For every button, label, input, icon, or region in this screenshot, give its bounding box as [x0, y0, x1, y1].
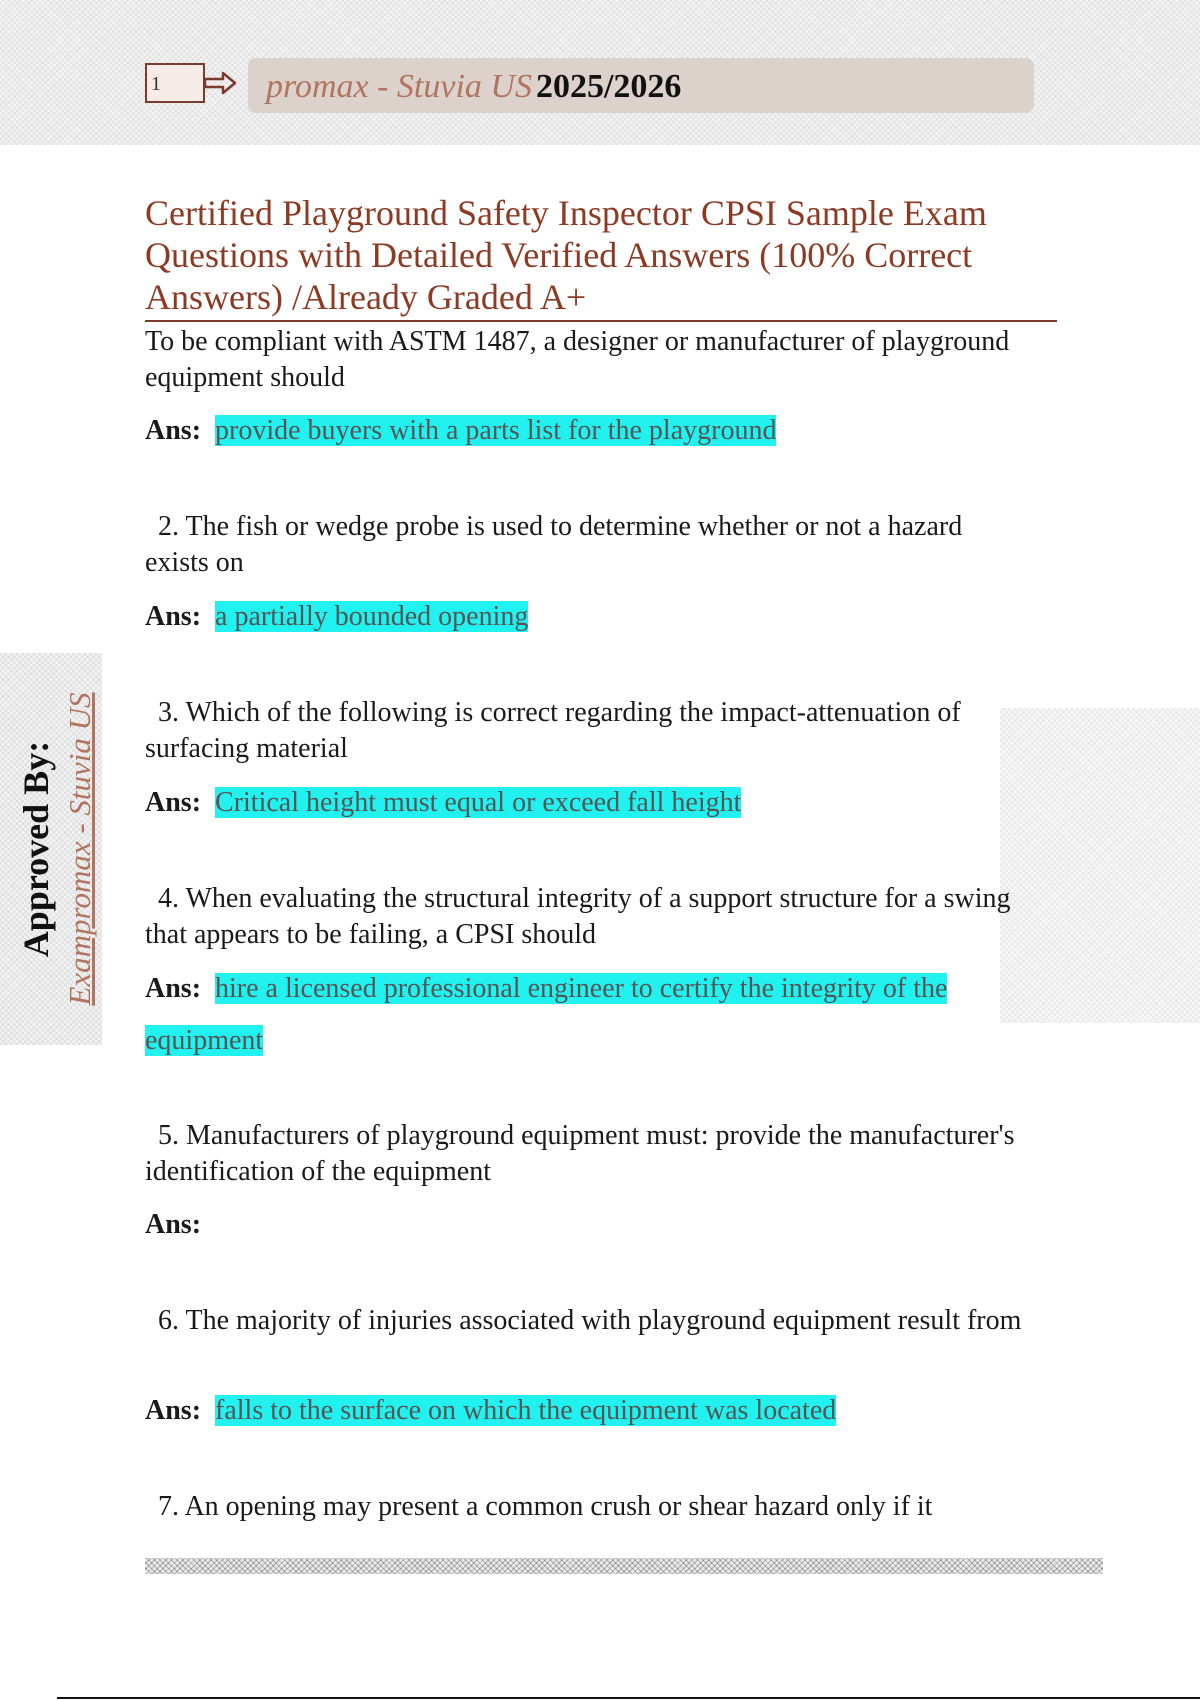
- question-text: 5. Manufacturers of playground equipment must: provide the manufacturer's identification of the equipment: [145, 1120, 1015, 1187]
- question-text: 7. An opening may present a common crush or shear hazard only if it: [158, 1491, 933, 1522]
- answer-label: Ans:: [145, 601, 202, 632]
- footer-rule: [57, 1697, 1200, 1699]
- answer-text: a partially bounded opening: [215, 601, 529, 632]
- header-brand: [266, 68, 681, 106]
- answer-text: hire a licensed professional engineer to certify the integrity of the equipment: [145, 973, 948, 1056]
- header-banner: [248, 58, 1034, 113]
- approval-brand: Exampromax - Stuvia US: [62, 692, 97, 1006]
- answer-label: Ans:: [145, 787, 202, 818]
- answer-text: falls to the surface on which the equipment was located: [215, 1395, 837, 1426]
- answer-label: Ans:: [145, 1395, 202, 1426]
- approved-by-label: Approved By:: [16, 740, 56, 958]
- background-texture: [1000, 708, 1200, 1023]
- arrow-right-icon: [203, 70, 237, 96]
- answer-row: [145, 591, 1025, 643]
- answer-text: provide buyers with a parts list for the playground: [215, 415, 777, 446]
- answer-text: Critical height must equal or exceed fall height: [215, 787, 742, 818]
- document-title: Certified Playground Safety Inspector CPSI Sample Exam Questions with Detailed Verified Answers (100% Correct Answers) /Already Graded A+: [145, 193, 987, 317]
- bottom-divider: [145, 1558, 1103, 1574]
- question-text: 3. Which of the following is correct regarding the impact-attenuation of surfacing material: [145, 697, 961, 764]
- page-number-box: [145, 63, 205, 103]
- answer-row: [145, 1199, 1025, 1251]
- question-text: 6. The majority of injuries associated with playground equipment result from: [158, 1305, 1022, 1336]
- answer-label: Ans:: [145, 973, 202, 1004]
- answer-row: [145, 1385, 1025, 1437]
- answer-label: Ans:: [145, 415, 202, 446]
- question-text: 2. The fish or wedge probe is used to determine whether or not a hazard exists on: [145, 511, 963, 578]
- answer-row: [145, 405, 1025, 457]
- title-divider: [145, 320, 1057, 322]
- answer-label: Ans:: [145, 1209, 202, 1240]
- question-text: 4. When evaluating the structural integrity of a support structure for a swing that appears to be failing, a CPSI should: [145, 883, 1011, 950]
- page-number: 1: [151, 73, 161, 95]
- header-year: 2025/2026: [535, 68, 682, 105]
- answer-row: [145, 963, 1025, 1067]
- header-brand-text: promax - Stuvia US: [266, 68, 532, 105]
- question-text: To be compliant with ASTM 1487, a designer or manufacturer of playground equipment should: [145, 326, 1010, 393]
- answer-row: [145, 777, 1025, 829]
